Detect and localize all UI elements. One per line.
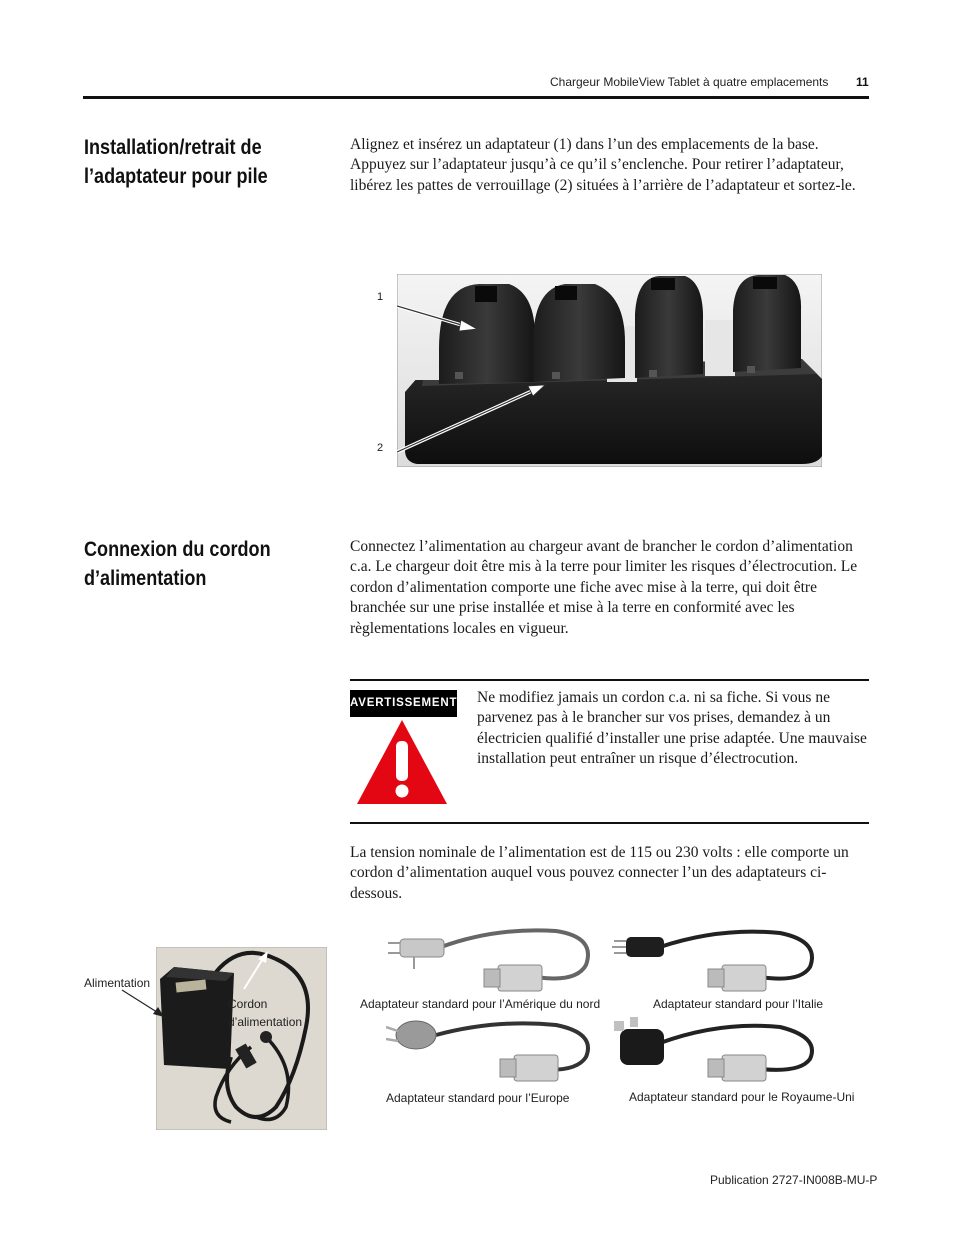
caption-uk-adapter: Adaptateur standard pour le Royaume-Uni (629, 1090, 855, 1104)
power-cord-label-line: d’alimentation (228, 1015, 303, 1029)
caption-north-america-adapter: Adaptateur standard pour l’Amérique du nord (360, 997, 601, 1011)
header-rule (83, 96, 869, 99)
adapter-instructions: Alignez et insérez un adaptateur (1) dans l’un des emplacements de la base. Appuyez sur l’adaptateur jusqu’à ce qu’il s’enclenche. Pour retirer l’adaptateur, libérez les pattes de verrouillage (2) situées à l’arrière de l’adaptateur et sortez-le. (350, 136, 856, 194)
section-heading-line: d’alimentation (84, 567, 207, 590)
uk-cord-photo (610, 1015, 825, 1085)
section-heading-line: Installation/retrait de (84, 136, 262, 159)
section-heading-line: l’adaptateur pour pile (84, 165, 268, 188)
europe-cord-photo (386, 1015, 601, 1085)
warning-rule-top (350, 679, 869, 681)
running-header-title: Chargeur MobileView Tablet à quatre emplacements (550, 75, 829, 89)
callout-adapter: 1 (377, 291, 384, 303)
italy-cord-photo (610, 925, 825, 995)
warning-triangle-icon (356, 719, 448, 805)
warning-text: Ne modifiez jamais un cordon c.a. ni sa fiche. Si vous ne parvenez pas à le brancher sur vos prises, demandez à un électricien qualifié d’installer une prise adaptée. Une mauvaise installation peut entraîner un risque d’électrocution. (477, 689, 867, 768)
caption-italy-adapter: Adaptateur standard pour l’Italie (653, 997, 824, 1011)
warning-rule-bottom (350, 822, 869, 824)
voltage-info: La tension nominale de l’alimentation est de 115 ou 230 volts : elle comporte un cordon d’alimentation auquel vous pouvez connecter l’un des adaptateurs ci-dessous. (350, 844, 849, 902)
power-supply-pointer-arrow (120, 988, 165, 1018)
section-heading-adapter (84, 133, 268, 191)
publication-number: Publication 2727-IN008B-MU-P (710, 1173, 878, 1187)
warning-badge: AVERTISSEMENT (350, 690, 457, 717)
charger-photo (397, 274, 822, 467)
power-cord-label-line: Cordon (228, 997, 268, 1011)
section-heading-power-cord (84, 535, 271, 593)
caption-europe-adapter: Adaptateur standard pour l’Europe (386, 1091, 570, 1105)
power-cord-instructions: Connectez l’alimentation au chargeur avant de brancher le cordon d’alimentation c.a. Le chargeur doit être mis à la terre pour limiter les risques d’électrocution. Le cordon d’alimentation comporte une fiche avec mise à la terre, qui doit être branchée sur une prise installée et mise à la terre en conformité avec les règlementations locales en vigueur. (350, 538, 858, 637)
north-america-cord-photo (386, 925, 601, 995)
page-number: 11 (856, 75, 869, 89)
power-supply-label: Alimentation (84, 976, 151, 990)
power-supply-photo (156, 947, 327, 1130)
callout-latch: 2 (377, 442, 384, 454)
power-cord-label (228, 995, 302, 1031)
section-heading-line: Connexion du cordon (84, 538, 271, 561)
